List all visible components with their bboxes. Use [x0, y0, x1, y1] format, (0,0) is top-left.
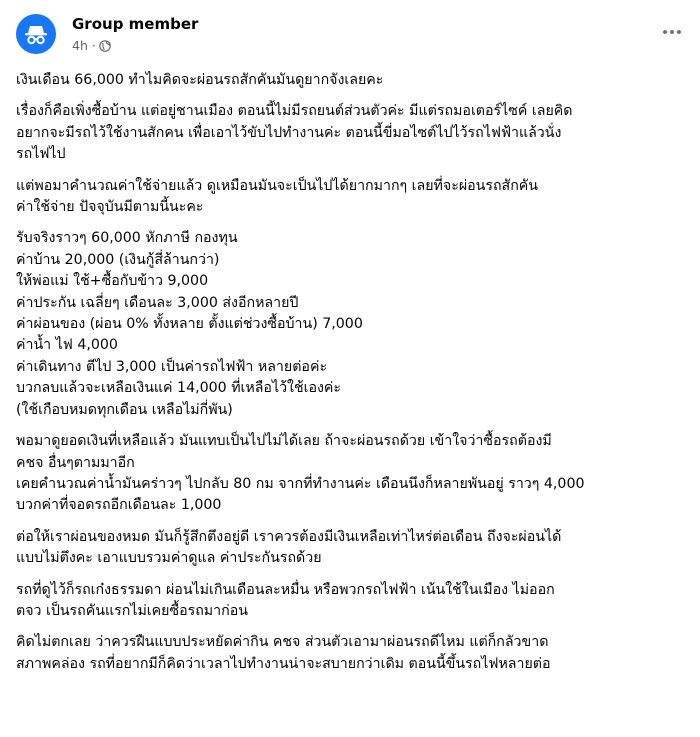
- post-body: [16, 70, 684, 685]
- post-paragraph: [16, 431, 684, 517]
- post-text-line: แต่พอมาคำนวณค่าใช้จ่ายแล้ว ดูเหมือนมันจะเป็นไปได้ยากมากๆ เลยที่จะผ่อนรถสักคัน: [16, 177, 539, 194]
- post-text-line: ให้พ่อแม่ ใช้+ซื้อกับข้าว 9,000: [16, 273, 209, 290]
- post-meta: [72, 38, 111, 53]
- anonymous-member-icon[interactable]: [16, 14, 56, 54]
- post-text-line: ต่อให้เราผ่อนของหมด มันก็รู้สึกตึงอยู่ดี เราควรต้องมีเงินเหลือเท่าไหร่ต่อเดือน ถึงจะผ่อนได้: [16, 528, 562, 545]
- post-text-line: เรื่องก็คือเพิ่งซื้อบ้าน แต่อยู่ชานเมือง ตอนนี้ไม่มีรถยนต์ส่วนตัวค่ะ มีแต่รถมอเตอร์ไซค์ เลยคิด: [16, 103, 573, 120]
- post-text-line: ตจว เป็นรถคันแรกไม่เคยซื้อรถมาก่อน: [16, 602, 248, 619]
- post-text-line: เงินเดือน 66,000 ทำไมคิดจะผ่อนรถสักคันมันดูยากจังเลยคะ: [16, 72, 384, 88]
- post-text-line: คชจ อื่นๆตามมาอีก: [16, 454, 135, 471]
- post-text-line: ค่าผ่อนของ (ผ่อน 0% ทั้งหลาย ตั้งแต่ช่วงซื้อบ้าน) 7,000: [16, 316, 363, 333]
- post-text-line: แบบไม่ตึงคะ เอาแบบรวมค่าดูแล ค่าประกันรถด้วย: [16, 550, 322, 567]
- post-paragraph: [16, 176, 684, 219]
- post-paragraph: [16, 228, 684, 421]
- post-text-line: สภาพคล่อง รถที่อยากมีก็คิดว่าเวลาไปทำงานน่าจะสบายกว่าเดิม ตอนนี้ขึ้นรถไฟหลายต่อ: [16, 655, 551, 672]
- post-paragraph: [16, 632, 684, 675]
- post-text-line: ค่าเดินทาง ตีไป 3,000 เป็นค่ารถไฟฟ้า หลายต่อค่ะ: [16, 358, 328, 375]
- post-text-line: บวกลบแล้วจะเหลือเงินแค่ 14,000 ที่เหลือไว้ใช้เองค่ะ: [16, 380, 342, 397]
- post-text-line: คิดไม่ตกเลย ว่าควรฝืนแบบประหยัดค่ากิน คชจ ส่วนตัวเอามาผ่อนรถดีไหม แต่ก็กลัวขาด: [16, 634, 549, 651]
- post-text-line: ค่าน้ำ ไฟ 4,000: [16, 337, 118, 354]
- post-time[interactable]: 4h: [72, 38, 88, 53]
- post-paragraph: [16, 70, 684, 91]
- post-paragraph: [16, 101, 684, 165]
- post-paragraph: [16, 580, 684, 623]
- post-paragraph: [16, 527, 684, 570]
- globe-icon: [99, 40, 111, 52]
- post-text-line: รับจริงราวๆ 60,000 หักภาษี กองทุน: [16, 230, 238, 247]
- post-text-line: พอมาดูยอดเงินที่เหลือแล้ว มันแทบเป็นไปไม่ได้เลย ถ้าจะผ่อนรถด้วย เข้าใจว่าซื้อรถต้องมี: [16, 433, 552, 450]
- post-text-line: อยากจะมีรถไว้ใช้งานสักคน เพื่อเอาไว้ขับไปทำงานค่ะ ตอนนี้ขี่มอไซต์ไปไว้รถไฟฟ้าแล้วนั่ง: [16, 124, 562, 141]
- post-header: [16, 14, 684, 58]
- post-text-line: ค่าบ้าน 20,000 (เงินกู้สี่ล้านกว่า): [16, 251, 220, 268]
- post-text-line: รถไฟไป: [16, 146, 66, 163]
- post-text-line: รถที่ดูไว้ก็รถเก๋งธรรมดา ผ่อนไม่เกินเดือนละหมื่น หรือพวกรถไฟฟ้า เน้นใช้ในเมือง ไม่ออก: [16, 581, 555, 598]
- post-text-line: ค่าประกัน เฉลี่ยๆ เดือนละ 3,000 ส่งอีกหลายปี: [16, 294, 299, 311]
- post-text-line: ค่าใช้จ่าย ปัจจุบันมีตามนี้นะคะ: [16, 199, 204, 216]
- meta-separator: ·: [91, 38, 96, 53]
- more-options-icon[interactable]: [660, 20, 684, 44]
- author-name[interactable]: Group member: [72, 15, 199, 33]
- post-text-line: บวกค่าที่จอดรถอีกเดือนละ 1,000: [16, 497, 222, 514]
- post-text-line: (ใช้เกือบหมดทุกเดือน เหลือไม่กี่พัน): [16, 401, 233, 418]
- post-text-line: เคยคำนวณค่าน้ำมันคร่าวๆ ไปกลับ 80 กม จากที่ทำงานค่ะ เดือนนึงก็หลายพันอยู่ ราวๆ 4,000: [16, 475, 585, 492]
